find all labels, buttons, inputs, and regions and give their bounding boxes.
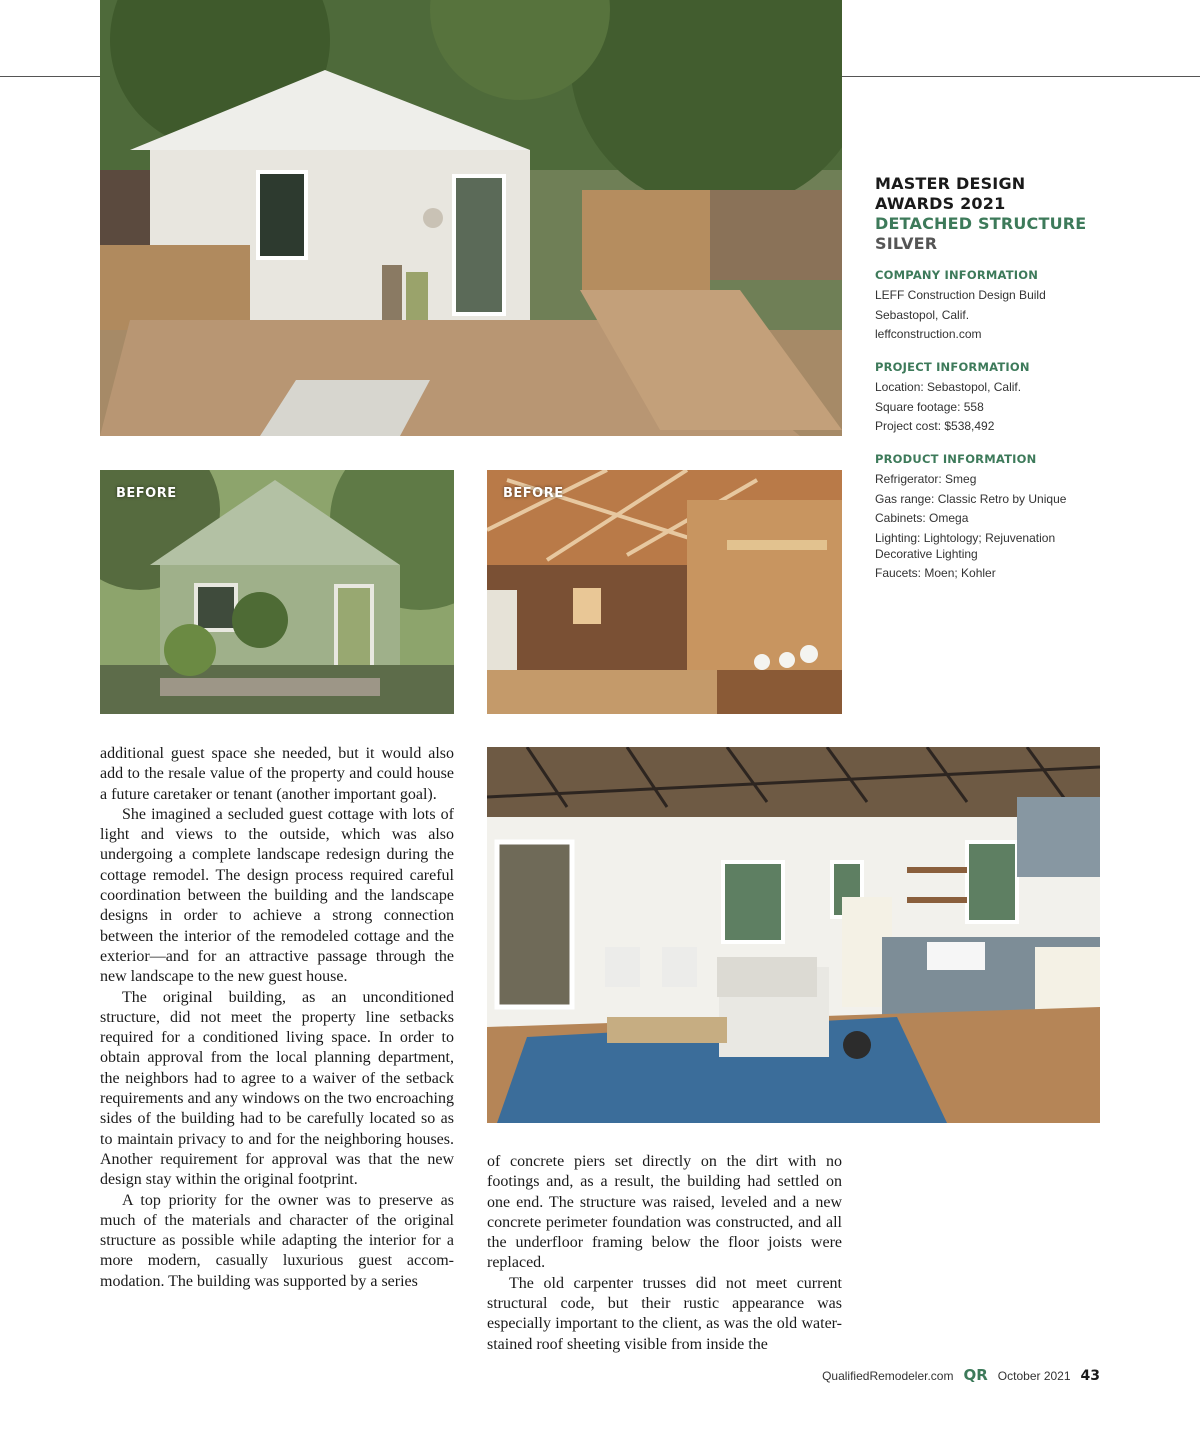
product-info-line: Gas range: Classic Retro by Unique bbox=[875, 491, 1067, 506]
article-column-2 bbox=[487, 1152, 842, 1355]
product-info-line: Faucets: Moen; Kohler bbox=[875, 566, 996, 580]
product-info-line: Refrigerator: Smeg bbox=[875, 472, 977, 486]
company-info-line: Sebastopol, Calif. bbox=[875, 307, 970, 322]
after-interior-photo bbox=[487, 747, 1100, 1123]
project-info-line: Location: Sebastopol, Calif. bbox=[875, 380, 1022, 394]
article-paragraph: A top priority for the owner was to preserve as much of the materials and character of the original structure as possible while adapting the interior for a more modern, casually luxurious guest accommodation. The building was supported by a series bbox=[100, 1191, 454, 1290]
company-info-line: leffconstruction.com bbox=[875, 327, 982, 341]
cottage-after-interior-photo bbox=[487, 747, 1100, 1123]
cottage-before-interior-photo bbox=[487, 470, 842, 714]
hero-photo bbox=[100, 0, 842, 436]
article-column-1 bbox=[100, 744, 454, 1292]
qr-logo: QR bbox=[963, 1366, 988, 1384]
cottage-before-exterior-photo bbox=[100, 470, 454, 714]
article-paragraph: The old carpenter trusses did not meet current structural code, but their rustic appearance was especially important to the client, as was the old water-stained roof sheeting visible from inside the bbox=[487, 1274, 842, 1353]
project-info-line: Project cost: $538,492 bbox=[875, 419, 995, 433]
before-exterior-photo bbox=[100, 470, 454, 714]
before-label: BEFORE bbox=[116, 486, 177, 501]
award-level: SILVER bbox=[875, 234, 938, 253]
before-label: BEFORE bbox=[503, 486, 564, 501]
product-info-line: Lighting: Lightology; Rejuvenation Decorative Lighting bbox=[875, 530, 1056, 561]
project-info-line: Square footage: 558 bbox=[875, 399, 984, 414]
article-paragraph: additional guest space she needed, but it would also add to the resale value of the property and could house a future caretaker or tenant (another important goal). bbox=[100, 745, 454, 803]
project-info-heading: PROJECT INFORMATION bbox=[875, 360, 1030, 374]
product-info-heading: PRODUCT INFORMATION bbox=[875, 452, 1037, 466]
award-title-line1: MASTER DESIGN bbox=[875, 174, 1026, 193]
award-sidebar bbox=[875, 174, 1115, 585]
award-category: DETACHED STRUCTURE bbox=[875, 214, 1087, 233]
before-interior-photo bbox=[487, 470, 842, 714]
company-info-line: LEFF Construction Design Build bbox=[875, 288, 1046, 302]
award-title-line2: AWARDS 2021 bbox=[875, 194, 1006, 213]
page-footer bbox=[822, 1366, 1100, 1384]
product-info-line: Cabinets: Omega bbox=[875, 511, 969, 525]
article-paragraph: of concrete piers set directly on the dirt with no footings and, as a result, the building had settled on one end. The structure was raised, leveled and a new concrete perimeter foundation was constructed, and all the underfloor framing below the floor joists were replaced. bbox=[487, 1153, 842, 1272]
footer-site: QualifiedRemodeler.com bbox=[822, 1369, 954, 1383]
page-number: 43 bbox=[1080, 1368, 1100, 1384]
award-title bbox=[875, 174, 1115, 254]
article-paragraph: She imagined a secluded guest cottage with lots of light and views to the outside, which was also undergoing a complete landscape redesign during the cottage remodel. The design process required careful coordination between the building and the landscape designs in order to achieve a strong connection between the interior of the remodeled cottage and the exterior—and for an attractive passage through the new landscape to the new guest house. bbox=[100, 805, 454, 986]
article-paragraph: The original building, as an unconditioned structure, did not meet the property line setbacks required for a conditioned living space. In order to obtain approval from the local planning department, the neighbors had to agree to a waiver of the setback requirements and any windows on the two encroaching sides of the building had to be carefully located so as to maintain privacy to and for the neighboring houses. Another requirement for approval was that the new design stay within the original footprint. bbox=[100, 988, 454, 1189]
company-info-heading: COMPANY INFORMATION bbox=[875, 268, 1039, 282]
cottage-exterior-photo bbox=[100, 0, 842, 436]
footer-date: October 2021 bbox=[997, 1369, 1071, 1383]
